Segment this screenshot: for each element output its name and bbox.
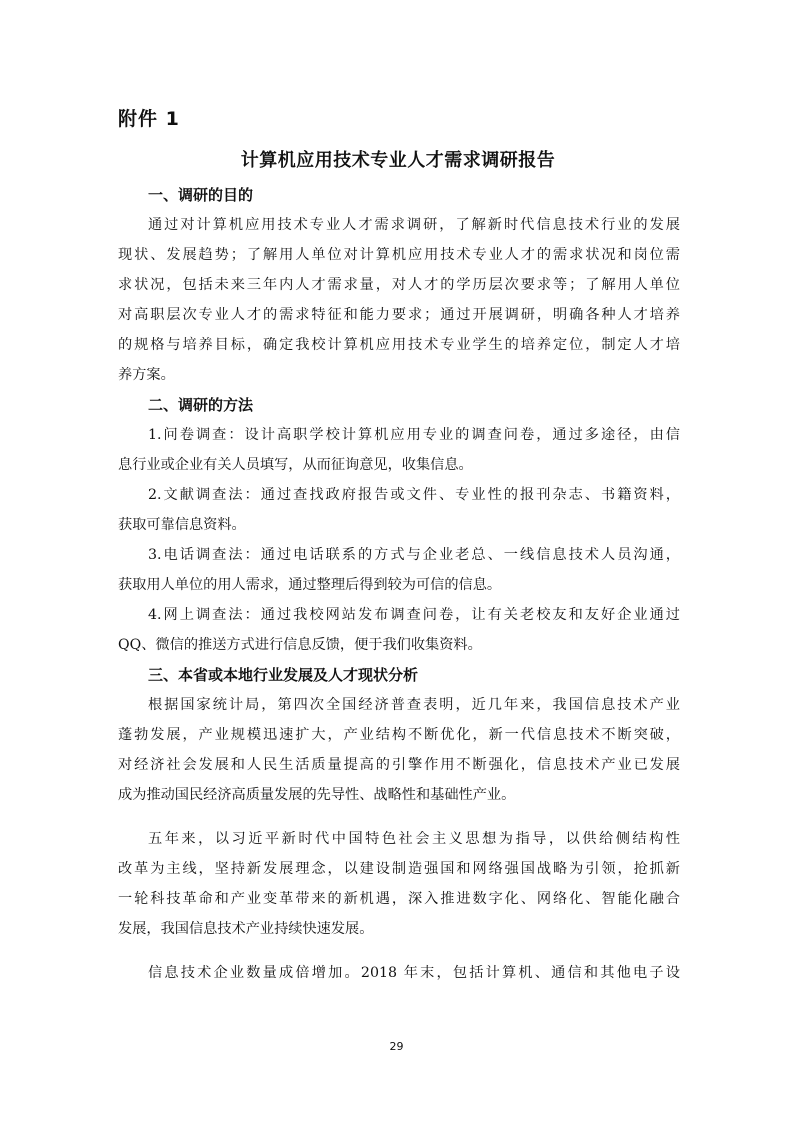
paragraph (118, 420, 680, 480)
paragraph (118, 210, 680, 390)
text-line: 蓬勃发展，产业规模迅速扩大，产业结构不断优化，新一代信息技术不断突破， (118, 727, 680, 743)
text-line: 养方案。 (118, 367, 175, 383)
text-line: 求状况，包括未来三年内人才需求量，对人才的学历层次要求等；了解用人单位 (118, 277, 680, 293)
text-line: 对经济社会发展和人民生活质量提高的引擎作用不断强化，信息技术产业已发展 (118, 757, 680, 773)
text-line: 对高职层次专业人才的需求特征和能力要求；通过开展调研，明确各种人才培养 (118, 307, 680, 323)
text-line: 改革为主线，坚持新发展理念，以建设制造强国和网络强国战略为引领，抢抓新 (118, 861, 680, 877)
text-line: 获取可靠信息资料。 (118, 517, 246, 533)
paragraph (118, 600, 680, 660)
text-line: 通过对计算机应用技术专业人才需求调研，了解新时代信息技术行业的发展 (148, 217, 680, 233)
text-line: 的规格与培养目标，确定我校计算机应用技术专业学生的培养定位，制定人才培 (118, 337, 680, 353)
document-body (118, 180, 680, 988)
paragraph (118, 824, 680, 944)
text-line: 息行业或企业有关人员填写，从而征询意见，收集信息。 (118, 457, 473, 473)
text-line: 根据国家统计局，第四次全国经济普查表明，近几年来，我国信息技术产业 (148, 697, 680, 713)
page-number: 29 (389, 1040, 404, 1053)
text-line: 获取用人单位的用人需求，通过整理后得到较为可信的信息。 (118, 577, 502, 593)
text-line: QQ、微信的推送方式进行信息反馈，便于我们收集资料。 (118, 637, 482, 653)
attachment-label: 附件 1 (118, 108, 180, 130)
section-heading-purpose: 一、调研的目的 (148, 186, 254, 204)
paragraph (118, 480, 680, 540)
paragraph (118, 540, 680, 600)
text-line: 五年来，以习近平新时代中国特色社会主义思想为指导，以供给侧结构性 (148, 831, 680, 847)
paragraph (118, 958, 680, 988)
text-line: 发展，我国信息技术产业持续快速发展。 (118, 921, 374, 937)
paragraph (118, 690, 680, 810)
text-line: 一轮科技革命和产业变革带来的新机遇，深入推进数字化、网络化、智能化融合 (118, 891, 680, 907)
text-line: 成为推动国民经济高质量发展的先导性、战略性和基础性产业。 (118, 787, 516, 803)
section-heading-industry-analysis: 三、本省或本地行业发展及人才现状分析 (148, 666, 419, 684)
text-line: 现状、发展趋势；了解用人单位对计算机应用技术专业人才的需求状况和岗位需 (118, 247, 680, 263)
text-line: 4.网上调查法：通过我校网站发布调查问卷，让有关老校友和友好企业通过 (148, 607, 680, 623)
text-line: 信息技术企业数量成倍增加。2018 年末，包括计算机、通信和其他电子设 (148, 965, 680, 981)
section-heading-methods: 二、调研的方法 (148, 396, 254, 414)
text-line: 1.问卷调查：设计高职学校计算机应用专业的调查问卷，通过多途径，由信 (148, 427, 680, 443)
text-line: 3.电话调查法：通过电话联系的方式与企业老总、一线信息技术人员沟通， (148, 547, 680, 563)
text-line: 2.文献调查法：通过查找政府报告或文件、专业性的报刊杂志、书籍资料， (148, 487, 680, 503)
document-title: 计算机应用技术专业人才需求调研报告 (240, 150, 556, 171)
